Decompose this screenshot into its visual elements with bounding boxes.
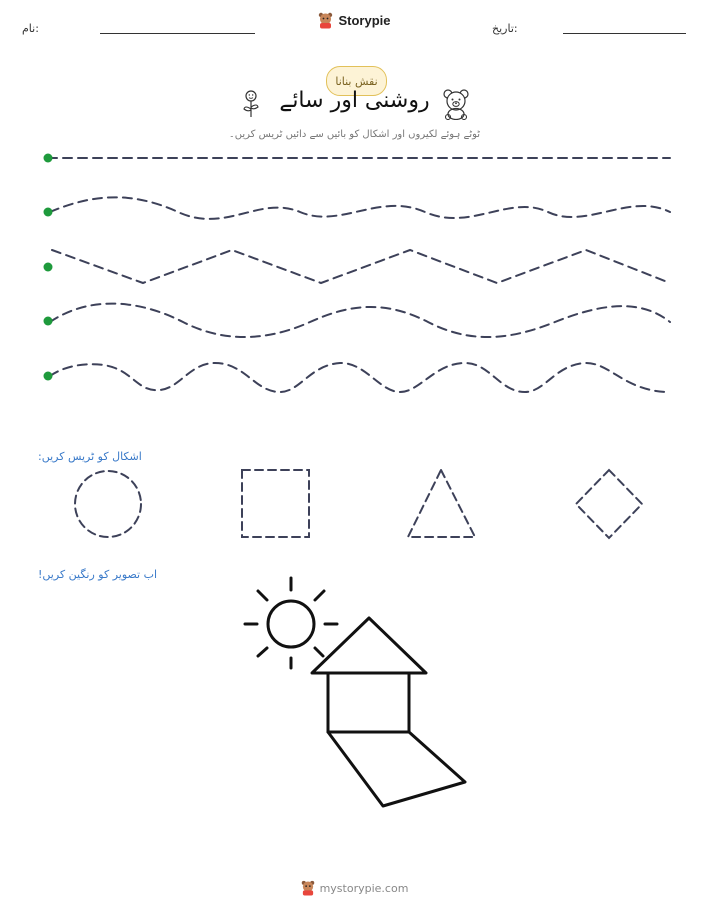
tracing-lines (0, 140, 709, 400)
name-field-line[interactable] (100, 33, 255, 34)
house-icon (312, 618, 465, 806)
start-dot (44, 208, 53, 217)
instructions: ٹوٹے ہوئے لکیروں اور اشکال کو بائیں سے دائیں ٹریس کریں۔ (228, 129, 481, 140)
trace-shapes (0, 460, 709, 550)
storypie-logo-icon (301, 880, 315, 896)
trace-line-wave (50, 197, 670, 219)
footer (0, 880, 709, 896)
trace-line-zigzag (52, 250, 670, 283)
trace-line-bumps (50, 363, 670, 392)
trace-square (242, 470, 309, 537)
coloring-section-label: اب تصویر کو رنگین کریں! (38, 568, 158, 581)
trace-line-hills (50, 304, 670, 337)
trace-circle (75, 471, 141, 537)
sun-icon (245, 578, 337, 668)
trace-triangle (408, 470, 475, 537)
category-tag: نقش بنانا (326, 66, 387, 96)
storypie-logo-icon (318, 12, 333, 29)
brand (0, 12, 709, 29)
date-label: تاریخ: (492, 22, 518, 35)
shapes-section-label: اشکال کو ٹریس کریں: (38, 450, 142, 463)
date-field-line[interactable] (563, 33, 686, 34)
name-label: نام: (22, 22, 39, 35)
start-dot (44, 372, 53, 381)
footer-site[interactable]: mystorypie.com (319, 881, 409, 895)
bear-face-icon (441, 88, 471, 120)
start-dot (44, 154, 53, 163)
flower-icon (240, 89, 262, 119)
page-title: روشنی اور سائے (279, 88, 430, 113)
start-dot (44, 317, 53, 326)
coloring-picture (230, 570, 480, 820)
brand-name: Storypie (338, 13, 391, 28)
trace-diamond (576, 470, 642, 538)
start-dot (44, 263, 53, 272)
